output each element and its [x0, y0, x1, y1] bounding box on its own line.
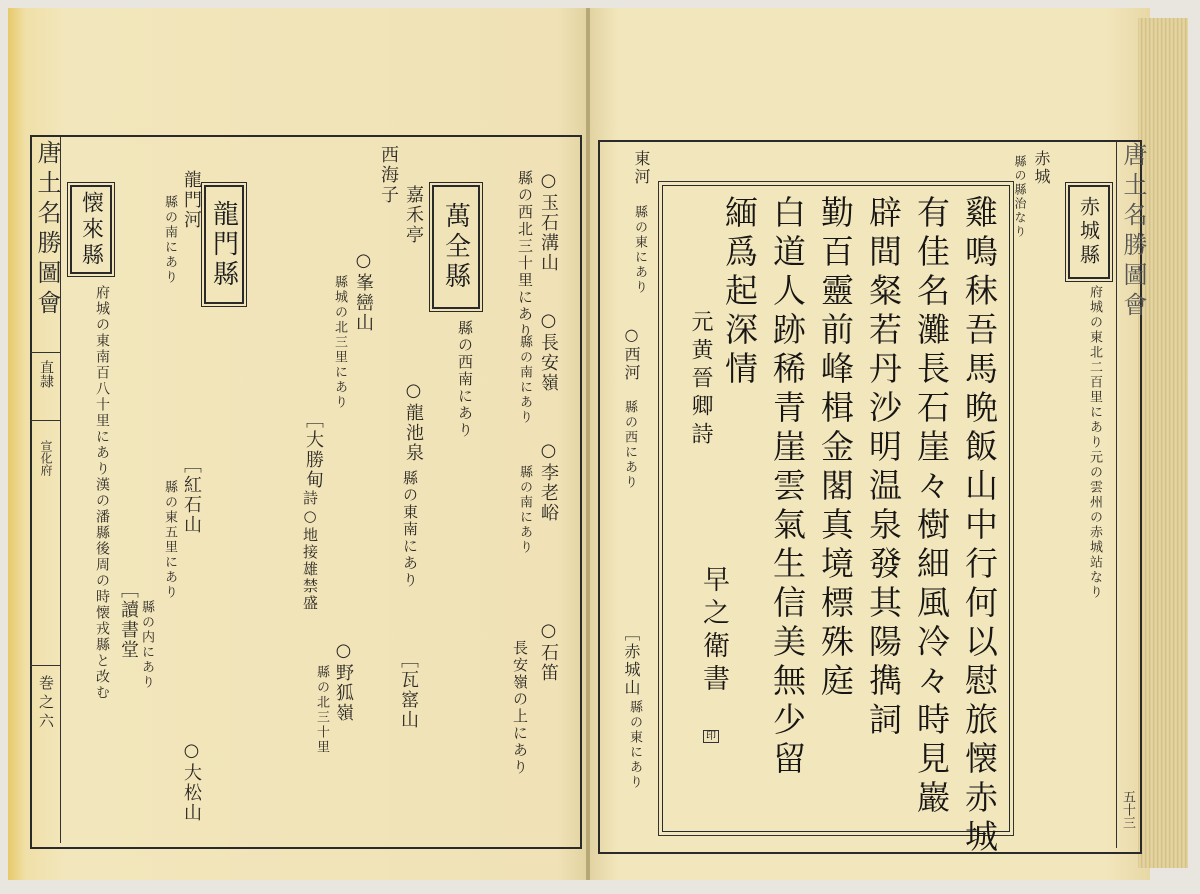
entry: ○長安嶺 — [538, 310, 559, 393]
heading-wanquan — [432, 185, 480, 309]
heading-huailai — [70, 185, 112, 274]
chicheng-text: 府城の東北二百里にあり元の雲州の赤城站なり — [1087, 285, 1102, 600]
entry: ○大松山 — [181, 740, 202, 823]
book-title: 唐土名勝圖會 — [33, 140, 61, 320]
entry: ○龍池泉 — [403, 380, 424, 463]
entry: ［讀書堂 — [118, 580, 139, 660]
poem-line-4: 勤百靈前峰楫金閣真境標殊庭 — [816, 195, 855, 702]
huailai-text: 府城の東南百八十里にあり漢の潘縣後周の時懐戎縣と改む — [94, 285, 110, 701]
book-title-right: 唐土名勝圖會 — [1119, 142, 1147, 322]
entry-text: 長安嶺の上にあり — [511, 640, 529, 776]
prefecture-label: 宣化府 — [39, 440, 53, 476]
entry: ○西河 — [622, 325, 641, 382]
entry-text: 縣の西北三十里にあり — [516, 170, 534, 340]
entry: ［瓦窰山 — [398, 650, 419, 730]
entry: ○野狐嶺 — [333, 640, 354, 723]
book-gutter — [586, 8, 590, 880]
heading-label: 龍門縣 — [208, 199, 239, 290]
poem-line-2: 有佳名灘長石崖々樹細風冷々時見巖 — [912, 195, 951, 819]
heading-label: 懐來縣 — [78, 190, 104, 269]
entry: 西海子 — [378, 145, 399, 205]
entry: ○玉石溝山 — [538, 170, 559, 273]
heading-label: 萬全縣 — [440, 202, 471, 292]
entry-text: 縣の東五里にあり — [162, 480, 177, 600]
heading-longmen — [204, 185, 244, 304]
entry: ［大勝甸 — [303, 410, 324, 490]
entry-text: 縣の南にあり — [517, 335, 532, 425]
poem-line-5: 白道人跡稀青崖雲氣生信美無少留 — [768, 195, 807, 780]
entry-text: 縣城の北三里にあり — [332, 275, 347, 410]
entry-text: 縣の南にあり — [517, 465, 532, 555]
heading-chicheng — [1068, 185, 1110, 279]
entry: ［紅石山 — [181, 455, 202, 535]
entry-text: 縣の西南にあり — [456, 320, 474, 439]
entry-text: 縣の西にあり — [622, 400, 637, 490]
calligrapher-signature: 早之衛書 — [698, 565, 729, 697]
entry: 龍門河 — [181, 170, 202, 230]
province-label: 直隷 — [38, 360, 54, 388]
entry-text: 詩○地接雄禁盛 — [301, 490, 319, 612]
volume-label: 巻之六 — [37, 675, 55, 732]
entry-text: 縣の北三十里 — [314, 665, 329, 755]
heading-label: 赤城縣 — [1076, 196, 1101, 268]
entry: ［赤城山 — [622, 625, 641, 697]
margin-divider — [30, 352, 60, 353]
entry-text: 縣の縣治なり — [1013, 155, 1027, 239]
poem-line-3: 辟間粲若丹沙明温泉發其陽擕詞 — [864, 195, 903, 741]
entry: 東河 — [632, 150, 651, 186]
poem-line-1: 雞鳴秣吾馬晩飯山中行何以慰旅懐赤城 — [960, 195, 999, 858]
entry-text: 縣の東南にあり — [401, 470, 419, 589]
entry-text: 縣の東にあり — [632, 205, 647, 295]
entry-text: 縣の南にあり — [162, 195, 177, 285]
entry: ○李老峪 — [538, 440, 559, 523]
margin-divider — [30, 420, 60, 421]
page-number: 五十三 — [1120, 790, 1135, 829]
poem-attribution: 元黄晉卿詩 — [688, 310, 713, 450]
entry: 赤城 — [1032, 150, 1051, 186]
entry: ○石笛 — [538, 620, 559, 683]
entry: ○峯巒山 — [353, 250, 374, 333]
entry-text: 縣の内にあり — [139, 600, 154, 690]
poem-line-6: 緬爲起深情 — [720, 195, 759, 390]
entry: 嘉禾亭 — [403, 185, 424, 245]
seal-stamp: 印 — [703, 730, 719, 743]
entry-text: 縣の東にあり — [627, 700, 642, 790]
margin-divider — [30, 665, 60, 666]
